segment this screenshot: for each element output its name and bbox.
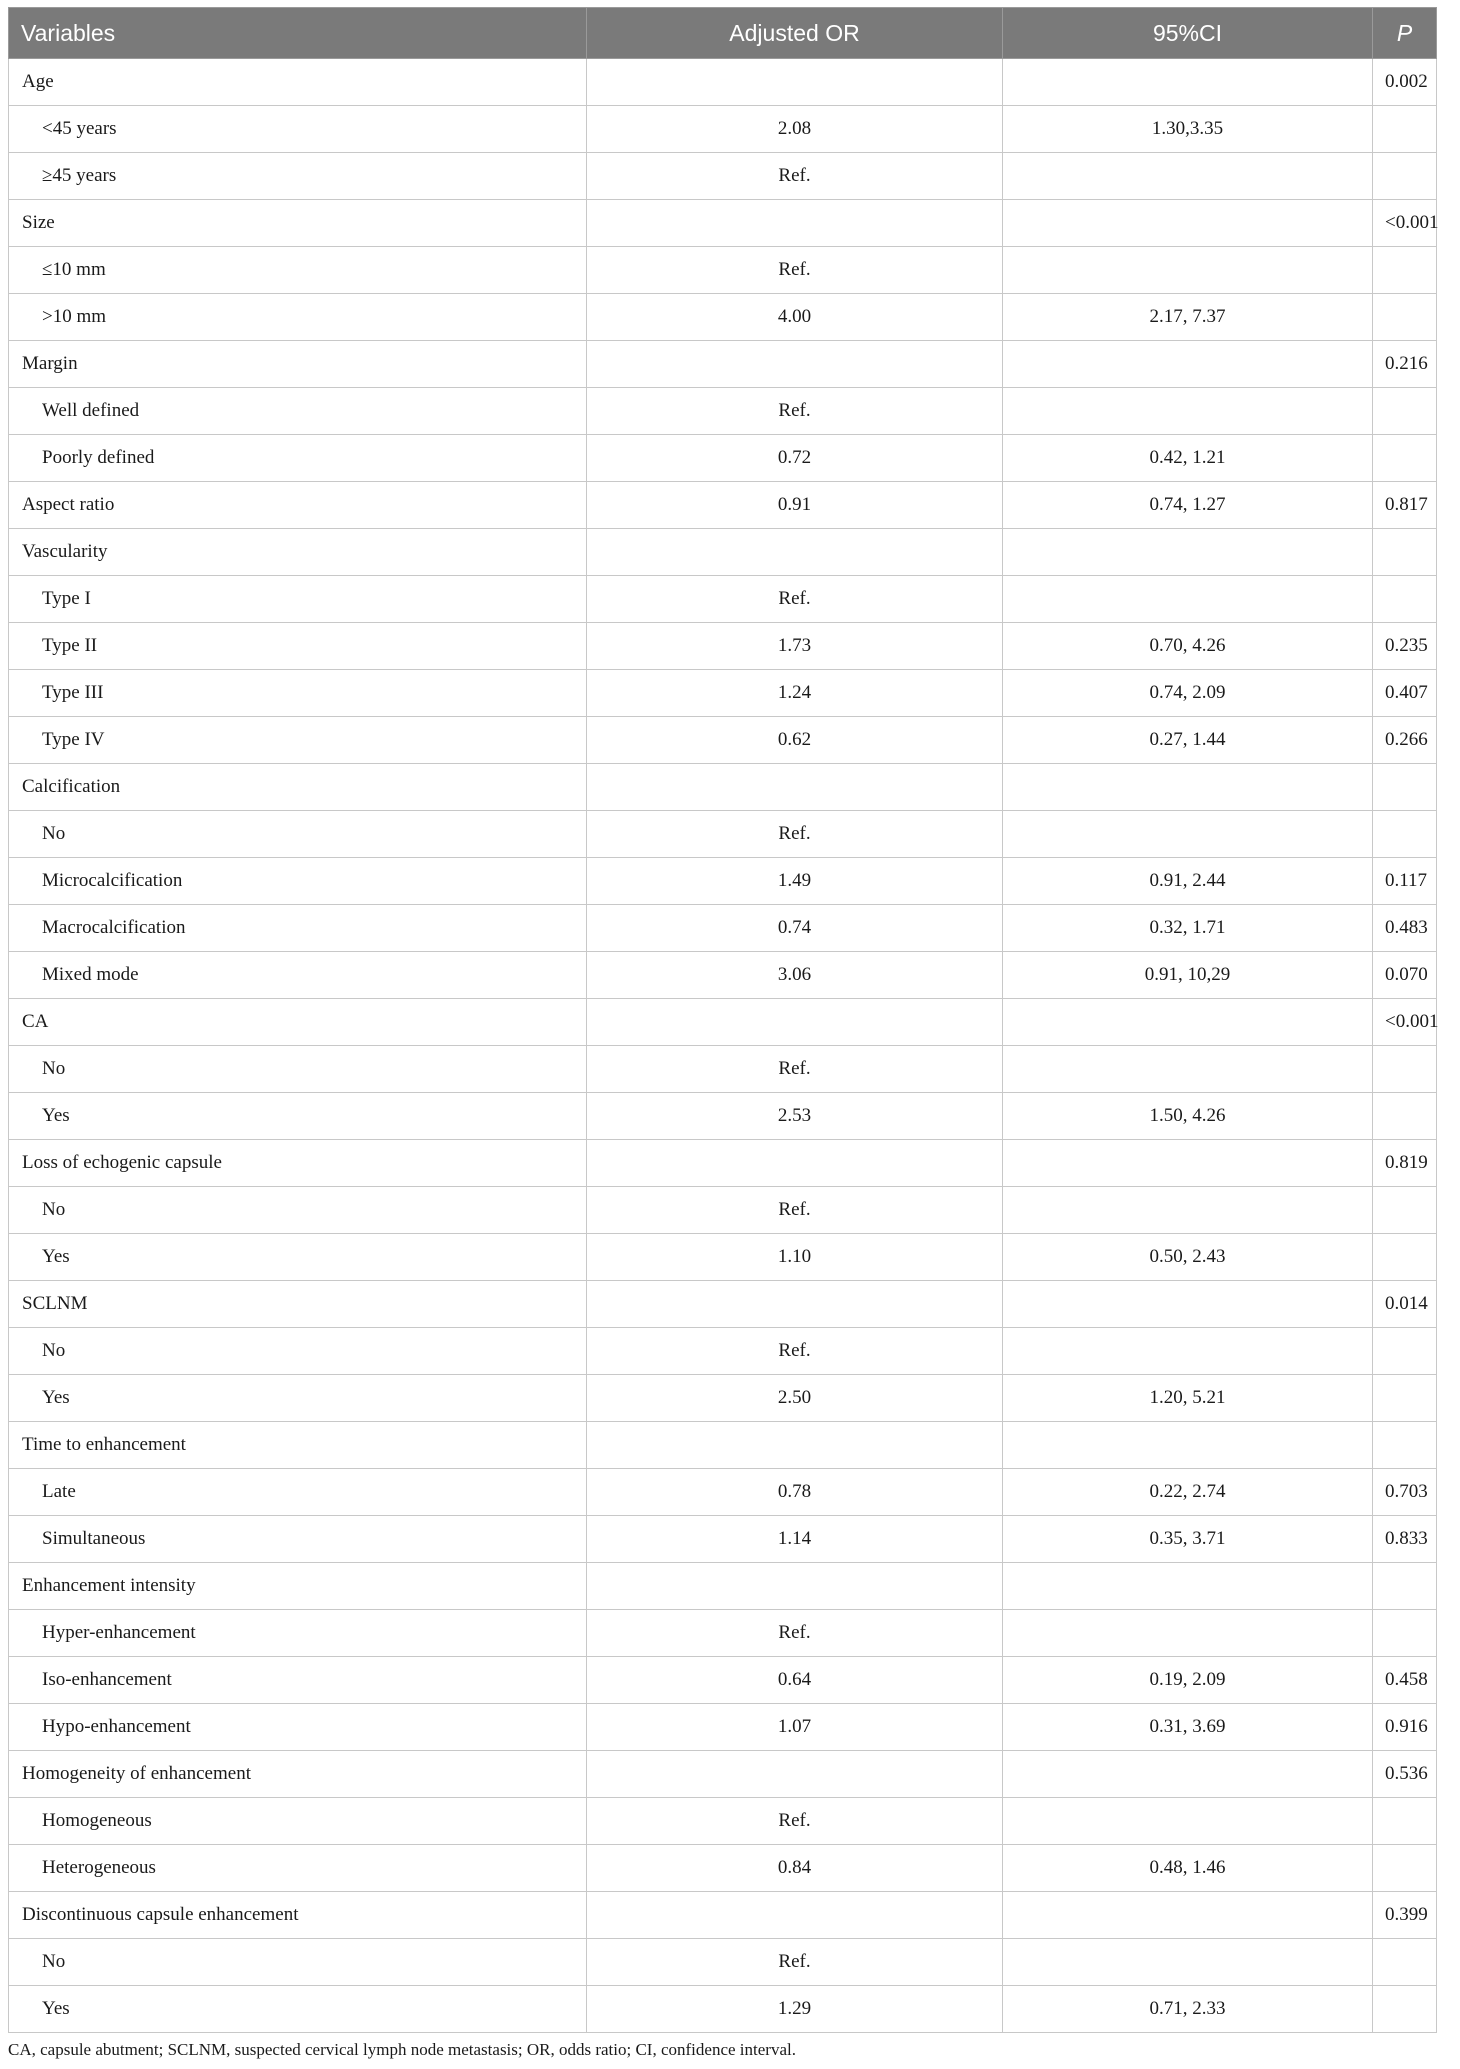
variable-cell: Age [9,59,587,106]
p-value-cell [1373,529,1437,576]
variable-cell: Yes [9,1093,587,1140]
ci-cell: 2.17, 7.37 [1003,294,1373,341]
ci-cell [1003,388,1373,435]
table-row [9,670,1437,717]
p-value-cell [1373,811,1437,858]
variable-cell: Calcification [9,764,587,811]
adjusted-or-table [8,7,1437,2033]
p-value-cell: <0.001 [1373,200,1437,247]
p-value-cell [1373,294,1437,341]
ci-cell [1003,764,1373,811]
adjusted-or-cell [587,1140,1003,1187]
variable-cell: ≥45 years [9,153,587,200]
table-row [9,247,1437,294]
variable-cell: No [9,811,587,858]
adjusted-or-cell: Ref. [587,1610,1003,1657]
adjusted-or-cell: Ref. [587,576,1003,623]
table-row [9,1234,1437,1281]
p-value-cell: 0.536 [1373,1751,1437,1798]
ci-cell [1003,1892,1373,1939]
adjusted-or-cell: 2.08 [587,106,1003,153]
table-row [9,1375,1437,1422]
ci-cell [1003,341,1373,388]
adjusted-or-cell: Ref. [587,1046,1003,1093]
table-row [9,1845,1437,1892]
adjusted-or-cell: 3.06 [587,952,1003,999]
ci-cell: 0.19, 2.09 [1003,1657,1373,1704]
ci-cell [1003,153,1373,200]
table-row [9,905,1437,952]
adjusted-or-cell: 1.07 [587,1704,1003,1751]
adjusted-or-cell: 1.14 [587,1516,1003,1563]
table-row [9,153,1437,200]
p-value-cell: 0.117 [1373,858,1437,905]
ci-cell [1003,999,1373,1046]
ci-cell [1003,1798,1373,1845]
p-value-cell [1373,764,1437,811]
adjusted-or-cell [587,1563,1003,1610]
table-row [9,1751,1437,1798]
variable-cell: Simultaneous [9,1516,587,1563]
p-value-cell [1373,1046,1437,1093]
variable-cell: SCLNM [9,1281,587,1328]
table-row [9,200,1437,247]
ci-cell [1003,1140,1373,1187]
p-value-cell: 0.458 [1373,1657,1437,1704]
variable-cell: Well defined [9,388,587,435]
table-row [9,717,1437,764]
table-row [9,482,1437,529]
variable-cell: ≤10 mm [9,247,587,294]
p-value-cell: 0.817 [1373,482,1437,529]
p-value-cell [1373,1093,1437,1140]
adjusted-or-cell [587,529,1003,576]
header-p-value: P [1373,8,1437,59]
ci-cell: 0.42, 1.21 [1003,435,1373,482]
adjusted-or-cell [587,1422,1003,1469]
variable-cell: CA [9,999,587,1046]
table-row [9,1986,1437,2033]
adjusted-or-cell [587,1751,1003,1798]
adjusted-or-cell [587,341,1003,388]
table-row [9,1469,1437,1516]
ci-cell [1003,576,1373,623]
table-row [9,388,1437,435]
variable-cell: Size [9,200,587,247]
table-row [9,999,1437,1046]
variable-cell: Iso-enhancement [9,1657,587,1704]
adjusted-or-cell: Ref. [587,388,1003,435]
ci-cell [1003,1046,1373,1093]
adjusted-or-cell: 0.78 [587,1469,1003,1516]
adjusted-or-cell: 1.49 [587,858,1003,905]
table-row [9,623,1437,670]
p-value-cell [1373,388,1437,435]
table-row [9,529,1437,576]
variable-cell: Macrocalcification [9,905,587,952]
p-value-cell [1373,106,1437,153]
adjusted-or-cell [587,764,1003,811]
ci-cell: 0.70, 4.26 [1003,623,1373,670]
variable-cell: No [9,1046,587,1093]
variable-cell: Aspect ratio [9,482,587,529]
p-value-cell: 0.266 [1373,717,1437,764]
variable-cell: Mixed mode [9,952,587,999]
p-value-cell: 0.070 [1373,952,1437,999]
adjusted-or-cell: 0.64 [587,1657,1003,1704]
p-value-cell: 0.703 [1373,1469,1437,1516]
ci-cell: 0.27, 1.44 [1003,717,1373,764]
table-footnote: CA, capsule abutment; SCLNM, suspected cervical lymph node metastasis; OR, odds ratio; CI, confidence interval. [8,2040,796,2059]
adjusted-or-cell: Ref. [587,153,1003,200]
variable-cell: <45 years [9,106,587,153]
table-row [9,1093,1437,1140]
variable-cell: Yes [9,1234,587,1281]
adjusted-or-cell [587,200,1003,247]
p-value-cell: 0.407 [1373,670,1437,717]
table-row [9,1563,1437,1610]
ci-cell: 0.31, 3.69 [1003,1704,1373,1751]
header-adjusted-or: Adjusted OR [587,8,1003,59]
p-value-cell [1373,1798,1437,1845]
adjusted-or-cell: Ref. [587,1328,1003,1375]
adjusted-or-cell: 1.24 [587,670,1003,717]
table-row [9,1187,1437,1234]
adjusted-or-cell: 0.91 [587,482,1003,529]
p-value-cell [1373,1610,1437,1657]
table-row [9,59,1437,106]
adjusted-or-cell: 0.72 [587,435,1003,482]
ci-cell: 1.30,3.35 [1003,106,1373,153]
variable-cell: Late [9,1469,587,1516]
p-value-cell [1373,1845,1437,1892]
adjusted-or-cell: 2.53 [587,1093,1003,1140]
variable-cell: Type III [9,670,587,717]
p-value-cell: 0.002 [1373,59,1437,106]
ci-cell: 0.74, 2.09 [1003,670,1373,717]
adjusted-or-cell: Ref. [587,1798,1003,1845]
p-value-cell [1373,1939,1437,1986]
ci-cell [1003,1563,1373,1610]
table-row [9,1704,1437,1751]
adjusted-or-cell: Ref. [587,1939,1003,1986]
p-value-cell [1373,1986,1437,2033]
p-value-cell [1373,435,1437,482]
p-value-cell [1373,576,1437,623]
p-value-cell: 0.833 [1373,1516,1437,1563]
table-row [9,576,1437,623]
adjusted-or-cell: Ref. [587,247,1003,294]
ci-cell [1003,1610,1373,1657]
ci-cell: 0.50, 2.43 [1003,1234,1373,1281]
table-body [9,59,1437,2033]
p-value-cell: 0.916 [1373,1704,1437,1751]
adjusted-or-cell: 4.00 [587,294,1003,341]
variable-cell: Heterogeneous [9,1845,587,1892]
table-row [9,1892,1437,1939]
table-row [9,1328,1437,1375]
adjusted-or-cell [587,59,1003,106]
adjusted-or-cell: 0.74 [587,905,1003,952]
table-row [9,764,1437,811]
variable-cell: Homogeneous [9,1798,587,1845]
adjusted-or-cell: Ref. [587,811,1003,858]
adjusted-or-cell: 0.62 [587,717,1003,764]
p-value-cell: 0.819 [1373,1140,1437,1187]
table-row [9,858,1437,905]
adjusted-or-cell: 1.10 [587,1234,1003,1281]
ci-cell: 0.32, 1.71 [1003,905,1373,952]
ci-cell [1003,1187,1373,1234]
adjusted-or-cell [587,999,1003,1046]
ci-cell: 0.22, 2.74 [1003,1469,1373,1516]
table-row [9,1516,1437,1563]
variable-cell: Enhancement intensity [9,1563,587,1610]
p-value-cell [1373,1422,1437,1469]
ci-cell: 0.91, 2.44 [1003,858,1373,905]
p-value-cell: 0.216 [1373,341,1437,388]
ci-cell: 0.74, 1.27 [1003,482,1373,529]
variable-cell: Time to enhancement [9,1422,587,1469]
table-row [9,1657,1437,1704]
variable-cell: Hyper-enhancement [9,1610,587,1657]
p-value-cell [1373,1563,1437,1610]
variable-cell: Type IV [9,717,587,764]
p-value-cell [1373,1328,1437,1375]
ci-cell [1003,59,1373,106]
table-row [9,341,1437,388]
variable-cell: No [9,1939,587,1986]
variable-cell: Margin [9,341,587,388]
ci-cell: 1.20, 5.21 [1003,1375,1373,1422]
variable-cell: Yes [9,1986,587,2033]
p-value-cell [1373,1187,1437,1234]
variable-cell: Yes [9,1375,587,1422]
p-value-cell: 0.014 [1373,1281,1437,1328]
table-row [9,106,1437,153]
header-ci: 95%CI [1003,8,1373,59]
ci-cell [1003,811,1373,858]
ci-cell [1003,247,1373,294]
adjusted-or-cell: Ref. [587,1187,1003,1234]
table-row [9,811,1437,858]
table-row [9,1422,1437,1469]
ci-cell [1003,200,1373,247]
table-row [9,1798,1437,1845]
variable-cell: Vascularity [9,529,587,576]
variable-cell: Hypo-enhancement [9,1704,587,1751]
table-header-row [9,8,1437,59]
p-value-cell: <0.001 [1373,999,1437,1046]
adjusted-or-cell: 2.50 [587,1375,1003,1422]
ci-cell [1003,1751,1373,1798]
p-value-cell [1373,247,1437,294]
adjusted-or-cell: 1.73 [587,623,1003,670]
p-value-cell: 0.235 [1373,623,1437,670]
table-row [9,294,1437,341]
results-table-container [8,7,1439,2060]
table-row [9,1140,1437,1187]
variable-cell: >10 mm [9,294,587,341]
ci-cell [1003,529,1373,576]
variable-cell: No [9,1328,587,1375]
variable-cell: Type I [9,576,587,623]
table-row [9,1610,1437,1657]
p-value-cell: 0.399 [1373,1892,1437,1939]
table-row [9,1046,1437,1093]
table-row [9,1281,1437,1328]
variable-cell: Loss of echogenic capsule [9,1140,587,1187]
adjusted-or-cell [587,1281,1003,1328]
variable-cell: No [9,1187,587,1234]
ci-cell: 1.50, 4.26 [1003,1093,1373,1140]
table-row [9,952,1437,999]
p-value-cell: 0.483 [1373,905,1437,952]
p-value-cell [1373,153,1437,200]
ci-cell: 0.71, 2.33 [1003,1986,1373,2033]
adjusted-or-cell [587,1892,1003,1939]
adjusted-or-cell: 0.84 [587,1845,1003,1892]
ci-cell: 0.91, 10,29 [1003,952,1373,999]
variable-cell: Type II [9,623,587,670]
variable-cell: Poorly defined [9,435,587,482]
p-value-cell [1373,1234,1437,1281]
ci-cell [1003,1281,1373,1328]
ci-cell [1003,1328,1373,1375]
ci-cell [1003,1422,1373,1469]
p-value-cell [1373,1375,1437,1422]
ci-cell: 0.48, 1.46 [1003,1845,1373,1892]
ci-cell [1003,1939,1373,1986]
header-variables: Variables [9,8,587,59]
ci-cell: 0.35, 3.71 [1003,1516,1373,1563]
variable-cell: Discontinuous capsule enhancement [9,1892,587,1939]
variable-cell: Homogeneity of enhancement [9,1751,587,1798]
adjusted-or-cell: 1.29 [587,1986,1003,2033]
variable-cell: Microcalcification [9,858,587,905]
table-row [9,435,1437,482]
table-row [9,1939,1437,1986]
